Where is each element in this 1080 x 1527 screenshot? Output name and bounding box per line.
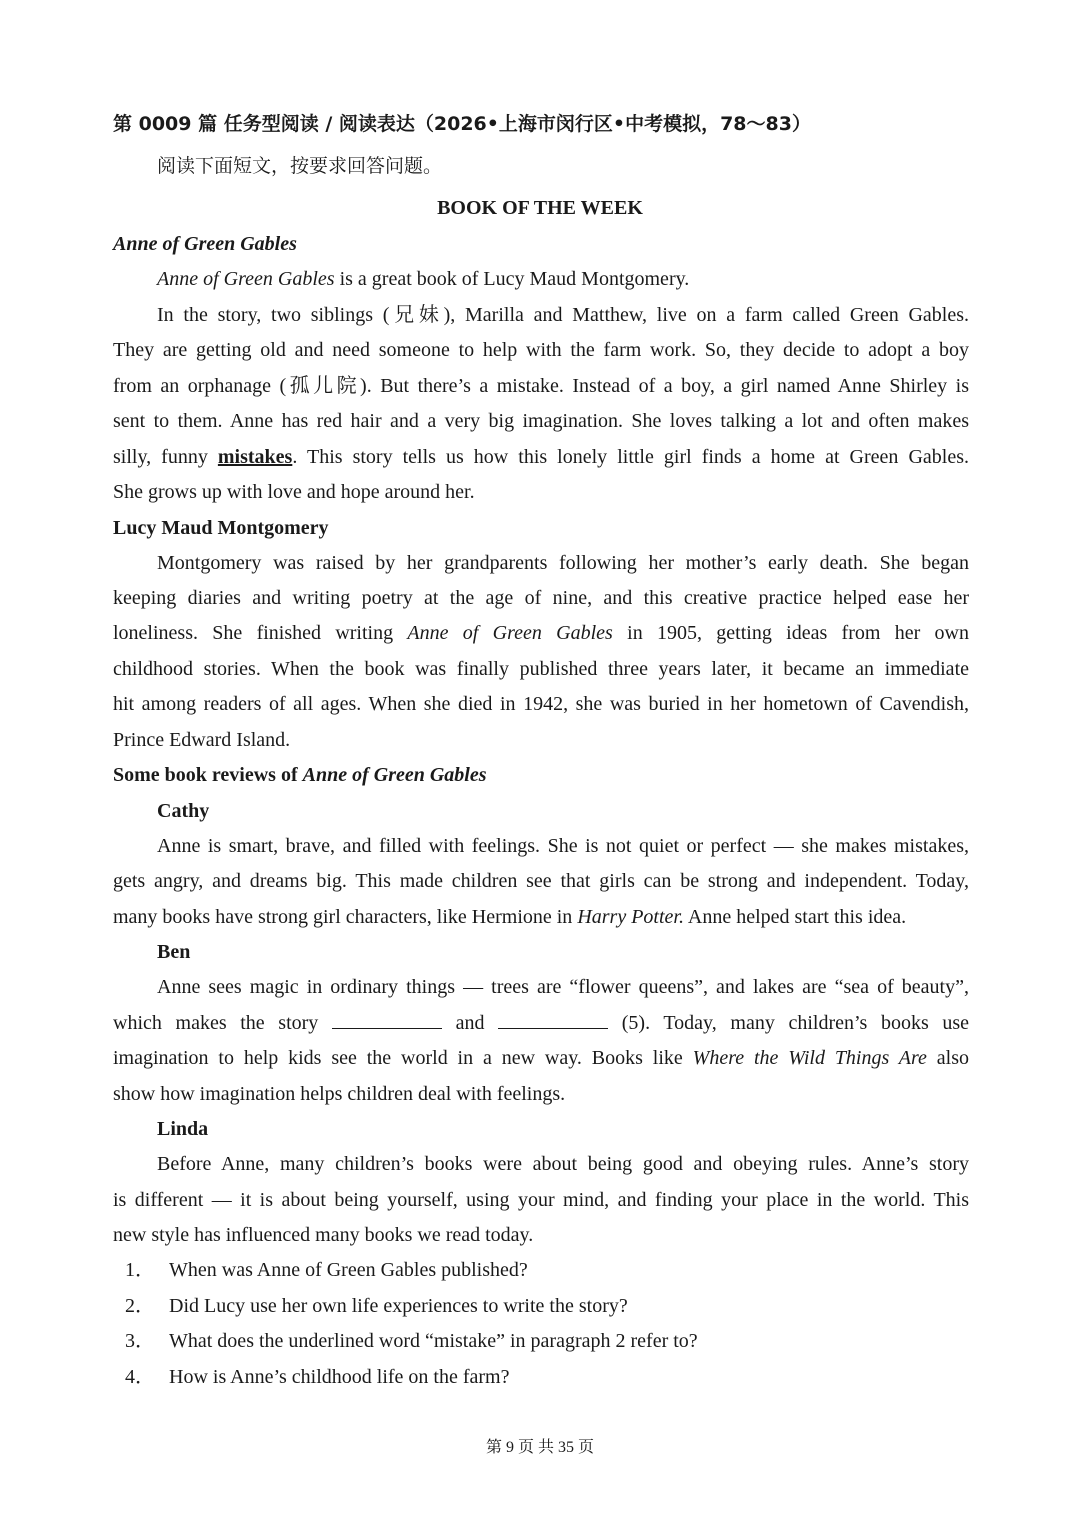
paragraph-line: Anne is smart, brave, and filled with feelings. She is not quiet or perfect — she makes mistakes, <box>157 835 969 857</box>
text-span: (5). Today, many children’s books use <box>621 1012 970 1034</box>
paragraph-line: Anne sees magic in ordinary things — trees are “flower queens”, and lakes are “sea of beauty”, <box>157 976 969 998</box>
instruction: 阅读下面短文，按要求回答问题。 <box>157 155 443 177</box>
answer-blank[interactable] <box>332 1010 442 1029</box>
question-item <box>125 1293 969 1319</box>
intro-line <box>157 266 969 292</box>
question-item <box>125 1364 969 1390</box>
question-item <box>125 1328 969 1354</box>
text-span: silly, funny <box>113 446 218 468</box>
text-span: Anne helped start this idea. <box>683 906 907 928</box>
text-span: many books have strong girl characters, like Hermione in <box>113 906 578 928</box>
intro-rest: is a great book of Lucy Maud Montgomery. <box>334 268 690 290</box>
paragraph-line: gets angry, and dreams big. This made children see that girls can be strong and independent. Today, <box>113 870 969 892</box>
text-span: loneliness. She finished writing <box>113 622 408 644</box>
paragraph-line: In the story, two siblings (兄妹), Marilla and Matthew, live on a farm called Green Gables. <box>157 304 969 326</box>
paragraph-line <box>113 1045 969 1071</box>
paragraph-line: new style has influenced many books we read today. <box>113 1224 534 1246</box>
question-text: What does the underlined word “mistake” in paragraph 2 refer to? <box>169 1330 698 1352</box>
reviewer-name-cathy: Cathy <box>157 800 210 822</box>
text-span: which makes the story <box>113 1012 319 1034</box>
text-span: and <box>455 1012 485 1034</box>
reviewer-name-ben: Ben <box>157 941 191 963</box>
paragraph-line: hit among readers of all ages. When she died in 1942, she was buried in her hometown of Cavendish, <box>113 693 969 715</box>
paragraph-line: Before Anne, many children’s books were about being good and obeying rules. Anne’s story <box>157 1153 969 1175</box>
paragraph-line: childhood stories. When the book was finally published three years later, it became an immediate <box>113 658 969 680</box>
book-title-inline: Anne of Green Gables <box>302 764 487 786</box>
book-title-inline: Anne of Green Gables <box>407 622 613 644</box>
question-number: 1． <box>125 1259 155 1281</box>
question-number: 4． <box>125 1366 155 1388</box>
question-text: Did Lucy use her own life experiences to write the story? <box>169 1295 628 1317</box>
underlined-word: mistakes <box>217 446 293 468</box>
question-text: When was Anne of Green Gables published? <box>169 1259 528 1281</box>
page-footer: 第 9 页 共 35 页 <box>485 1439 594 1456</box>
book-title-inline: Where the Wild Things Are <box>692 1047 927 1069</box>
intro-book-title: Anne of Green Gables <box>157 268 335 290</box>
article-heading: BOOK OF THE WEEK <box>437 197 643 219</box>
answer-blank[interactable] <box>498 1010 608 1029</box>
text-span: . This story tells us how this lonely little girl finds a home at Green Gables. <box>292 446 969 468</box>
question-item <box>125 1257 969 1283</box>
paragraph-line: is different — it is about being yourself, using your mind, and finding your place in the world. This <box>113 1189 969 1211</box>
paragraph-line: They are getting old and need someone to help with the farm work. So, they decide to adopt a boy <box>113 339 969 361</box>
text-span: also <box>926 1047 970 1069</box>
paragraph-line <box>113 904 969 930</box>
author-heading: Lucy Maud Montgomery <box>113 517 329 539</box>
paragraph-line: Prince Edward Island. <box>113 729 291 751</box>
paragraph-line <box>113 620 969 646</box>
paragraph-line: sent to them. Anne has red hair and a very big imagination. She loves talking a lot and often makes <box>113 410 969 432</box>
paragraph-line-with-blanks <box>113 1010 969 1036</box>
text-span: imagination to help kids see the world in a new way. Books like <box>113 1047 693 1069</box>
paragraph-line: She grows up with love and hope around her. <box>113 481 475 503</box>
paragraph-line: Montgomery was raised by her grandparents following her mother’s early death. She began <box>157 552 969 574</box>
question-number: 2． <box>125 1295 155 1317</box>
book-title-heading: Anne of Green Gables <box>113 233 297 255</box>
paragraph-line: keeping diaries and writing poetry at the age of nine, and this creative practice helped ease her <box>113 587 969 609</box>
paragraph-line: from an orphanage (孤儿院). But there’s a mistake. Instead of a boy, a girl named Anne Shirley is <box>113 375 969 397</box>
reviewer-name-linda: Linda <box>157 1118 209 1140</box>
paragraph-line <box>113 444 969 470</box>
text-span: Some book reviews of <box>113 764 303 786</box>
reviews-heading <box>113 762 969 788</box>
paragraph-line: show how imagination helps children deal with feelings. <box>113 1083 566 1105</box>
question-header: 第 0009 篇 任务型阅读 / 阅读表达（2026•上海市闵行区•中考模拟，78～83） <box>113 113 811 135</box>
book-title-inline: Harry Potter. <box>577 906 684 928</box>
text-span: in 1905, getting ideas from her own <box>612 622 969 644</box>
question-number: 3． <box>125 1330 155 1352</box>
question-text: How is Anne’s childhood life on the farm? <box>169 1366 510 1388</box>
